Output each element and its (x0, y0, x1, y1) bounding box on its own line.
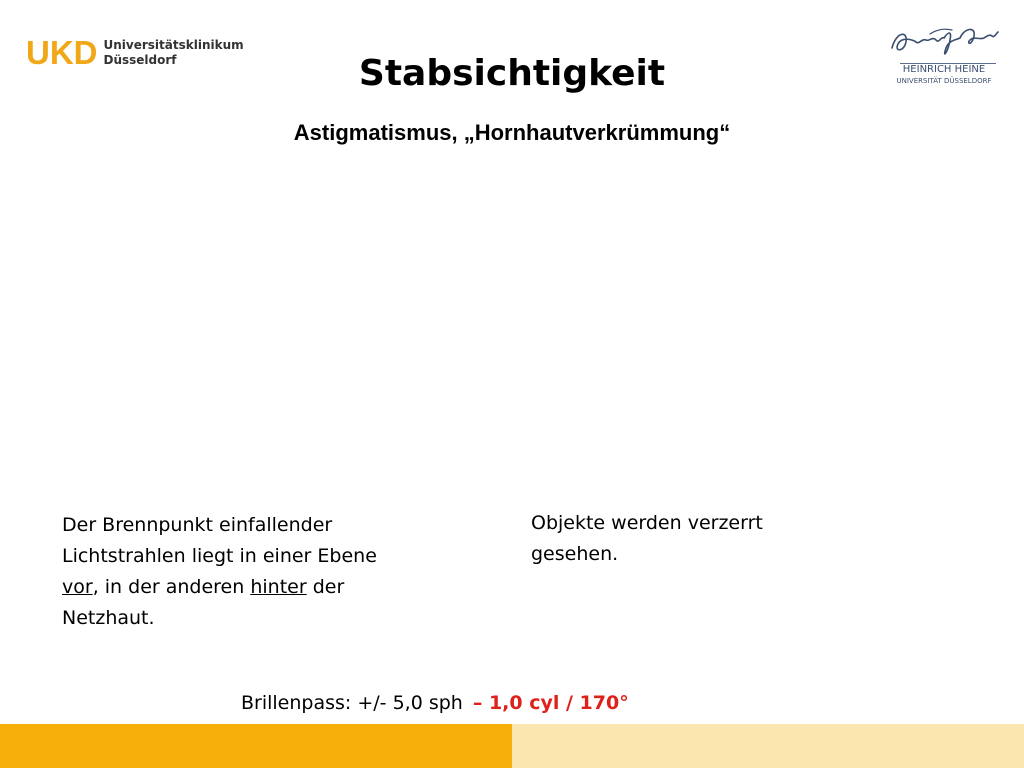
prescription-label: Brillenpass: +/- 5,0 sph (241, 692, 463, 714)
footer-bar-right (512, 724, 1024, 768)
left-text-underline-vor: vor (62, 576, 93, 598)
ukd-logo-line1: Universitätsklinikum (103, 37, 244, 52)
prescription-line (241, 688, 629, 718)
ukd-logo-mark: UKD (26, 34, 98, 71)
prescription-highlight: – 1,0 cyl / 170° (472, 692, 629, 714)
hhu-logo-line2: UNIVERSITÄT DÜSSELDORF (896, 77, 992, 85)
hhu-logo-line1: HEINRICH HEINE (902, 64, 986, 75)
left-text-underline-hinter: hinter (250, 576, 307, 598)
right-text-block: Objekte werden verzerrt gesehen. (531, 512, 763, 565)
left-text-part2: , in der anderen (92, 576, 251, 598)
left-text-part1: Der Brennpunkt einfallender Lichtstrahlen liegt in einer Ebene (62, 514, 377, 567)
left-text-block (62, 510, 382, 634)
slide-title: Stabsichtigkeit (358, 53, 666, 94)
ukd-logo-line2: Düsseldorf (103, 52, 177, 67)
left-text-part3: der Netzhaut. (62, 576, 345, 629)
slide-subtitle: Astigmatismus, „Hornhautverkrümmung“ (293, 120, 731, 145)
footer-bar-left (0, 724, 512, 768)
